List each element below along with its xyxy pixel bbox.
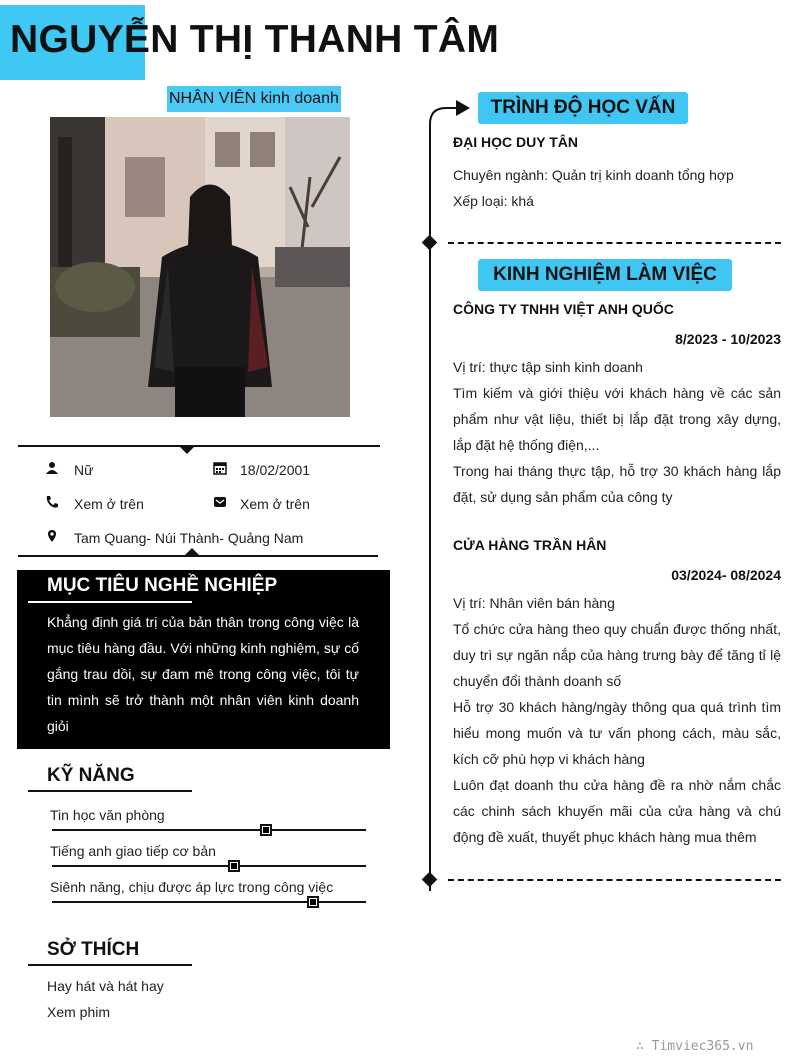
watermark: ∴ Timviec365.vn xyxy=(636,1039,754,1054)
job-period: 8/2023 - 10/2023 xyxy=(675,331,781,347)
skill-level-marker xyxy=(260,824,272,836)
skill-bar xyxy=(52,865,366,867)
hobbies-title: SỞ THÍCH xyxy=(47,939,140,960)
info-top-divider xyxy=(18,445,380,447)
education-rank: Xếp loại: khá xyxy=(453,193,534,209)
job-line: Hỗ trợ 30 khách hàng/ngày thông qua quá trình tìm hiểu mong muốn và tư vấn phong cách, màu sắc, kích cỡ phù hợp vi khách hàng xyxy=(453,699,781,767)
phone-value: Xem ở trên xyxy=(74,496,144,512)
skills-title: KỸ NĂNG xyxy=(47,765,135,786)
job-period: 03/2024- 08/2024 xyxy=(671,567,781,583)
education-title: TRÌNH ĐỘ HỌC VẤN xyxy=(490,97,676,118)
hobby-item: Xem phim xyxy=(47,1004,111,1020)
job-line: Tìm kiếm và giới thiệu với khách hàng về các sản phẩm như vật liệu, thiết bị lắp đặt trong xây dựng, lắp đặt hệ thống điện,... xyxy=(453,385,781,453)
company-name: CÔNG TY TNHH VIỆT ANH QUỐC xyxy=(453,301,674,317)
objective-title-underline xyxy=(28,601,192,603)
job-line: Trong hai tháng thực tập, hỗ trợ 30 khách hàng lắp đặt, sử dụng sản phẩm của công ty xyxy=(453,463,781,505)
skill-bar xyxy=(52,829,366,831)
location-icon xyxy=(45,529,61,545)
skill-bar xyxy=(52,901,366,903)
job-line: Vị trí: Nhân viên bán hàng xyxy=(453,595,615,611)
job-line: Vị trí: thực tập sinh kinh doanh xyxy=(453,359,643,375)
job-line: Luôn đạt doanh thu cửa hàng đề ra nhờ nắm chắc các chinh sách khuyến mãi của cửa hàng và chú động đề xuất, thuyết phục khách hàng mua thêm xyxy=(453,777,781,845)
gender-value: Nữ xyxy=(74,462,94,478)
calendar-icon xyxy=(213,461,229,477)
skill-level-marker xyxy=(228,860,240,872)
section-divider xyxy=(448,242,781,244)
email-value: Xem ở trên xyxy=(240,496,310,512)
skill-label: Tiếng anh giao tiếp cơ bản xyxy=(50,843,216,859)
skill-label: Siênh năng, chịu được áp lực trong công việc xyxy=(50,879,334,895)
info-bottom-divider xyxy=(18,555,378,557)
hobbies-title-underline xyxy=(28,964,192,966)
education-major: Chuyên ngành: Quản trị kinh doanh tổng hợp xyxy=(453,167,734,183)
objective-text: Khẳng định giá trị của bản thân trong công việc là mục tiêu hàng đầu. Với những kinh nghiệm, sự cố gắng trau dồi, sự đam mê trong công việc, tôi tự tin mình sẽ trở thành một nhân viên kinh doanh giỏi xyxy=(47,614,359,734)
skill-label: Tin học văn phòng xyxy=(50,807,165,823)
email-icon xyxy=(213,495,229,511)
divider-arrow-down xyxy=(179,446,195,454)
hobby-item: Hay hát và hát hay xyxy=(47,978,164,994)
address-value: Tam Quang- Núi Thành- Quảng Nam xyxy=(74,530,304,546)
profile-photo xyxy=(50,117,350,417)
objective-title: MỤC TIÊU NGHỀ NGHIỆP xyxy=(47,575,278,596)
user-icon xyxy=(45,461,61,477)
experience-title: KINH NGHIỆM LÀM VIỆC xyxy=(493,264,717,285)
job-line: Tổ chức cửa hàng theo quy chuẩn được thống nhất, duy trì sự ngăn nắp của hàng trưng bày để tăng tỉ lệ chuyển đổi thành doanh số xyxy=(453,621,781,689)
phone-icon xyxy=(45,495,61,511)
section-divider xyxy=(448,879,781,881)
skill-level-marker xyxy=(307,896,319,908)
school-name: ĐẠI HỌC DUY TÂN xyxy=(453,134,578,150)
skills-title-underline xyxy=(28,790,192,792)
birthday-value: 18/02/2001 xyxy=(240,462,311,478)
candidate-name: NGUYỄN THỊ THANH TÂM xyxy=(10,18,500,61)
job-title: NHÂN VIÊN kinh doanh xyxy=(167,86,341,112)
company-name: CỬA HÀNG TRẦN HÂN xyxy=(453,537,607,553)
